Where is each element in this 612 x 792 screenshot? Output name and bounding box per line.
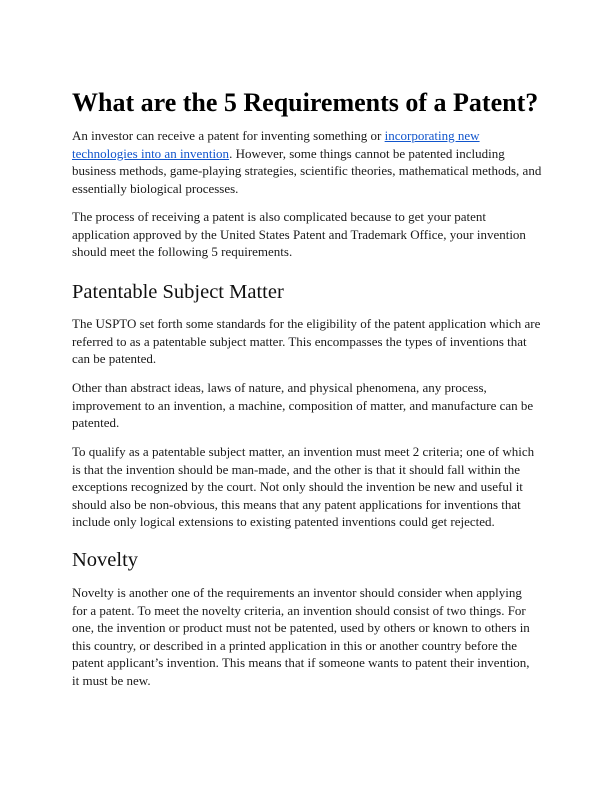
text: is that the invention should be man-made, and the other is that it should fall within the — [72, 461, 521, 477]
text: Other than abstract ideas, laws of nature, and physical phenomena, any process, — [72, 380, 487, 395]
text: should meet the following 5 requirements. — [72, 244, 293, 260]
text: can be patented. — [72, 351, 157, 367]
text: it must be new. — [72, 672, 151, 688]
subject-paragraph-2 — [72, 379, 552, 432]
text: referred to as a patentable subject matter. This encompasses the types of inventions that — [72, 333, 527, 349]
heading-novelty: Novelty — [72, 549, 139, 571]
text: include only logical extensions to existing patented inventions could get rejected. — [72, 514, 495, 530]
heading-subject-matter: Patentable Subject Matter — [72, 281, 284, 303]
subject-paragraph-3 — [72, 443, 552, 531]
text: Novelty is another one of the requirements an inventor should consider when applying — [72, 585, 522, 600]
text: To qualify as a patentable subject matter, an invention must meet 2 criteria; one of which — [72, 444, 535, 459]
subject-paragraph-1 — [72, 315, 552, 368]
text: improvement to an invention, a machine, composition of matter, and manufacture can be — [72, 397, 534, 413]
incorporating-technologies-link-cont[interactable]: technologies into an invention — [72, 145, 230, 161]
text: application approved by the United States Patent and Trademark Office, your invention — [72, 226, 526, 242]
text: The USPTO set forth some standards for the eligibility of the patent application which are — [72, 316, 541, 331]
text: patent applicant’s invention. This means that if someone wants to patent their invention, — [72, 655, 530, 671]
text: this country, or described in a printed application in this or another country before the — [72, 637, 517, 653]
text: exceptions recognized by the court. Not only should the invention be new and useful it — [72, 479, 523, 495]
text: for a patent. To meet the novelty criteria, an invention should consist of two things. For — [72, 602, 526, 618]
text: should also be non-obvious, this means that any patent applications for inventions that — [72, 496, 521, 512]
text: patented. — [72, 415, 120, 431]
page-title: What are the 5 Requirements of a Patent? — [72, 88, 539, 117]
text: one, the invention or product must not be patented, used by others or known to others in — [72, 620, 530, 636]
process-paragraph — [72, 208, 552, 261]
incorporating-technologies-link[interactable]: incorporating new — [384, 128, 480, 143]
novelty-paragraph — [72, 584, 552, 690]
text: An investor can receive a patent for inventing something or — [72, 128, 385, 143]
text: essentially biological processes. — [72, 180, 239, 196]
text: The process of receiving a patent is also complicated because to get your patent — [72, 209, 487, 224]
text: . However, some things cannot be patented including — [229, 145, 505, 161]
text: business methods, game-playing strategies, scientific theories, mathematical methods, and — [72, 163, 542, 179]
intro-paragraph — [72, 127, 552, 197]
